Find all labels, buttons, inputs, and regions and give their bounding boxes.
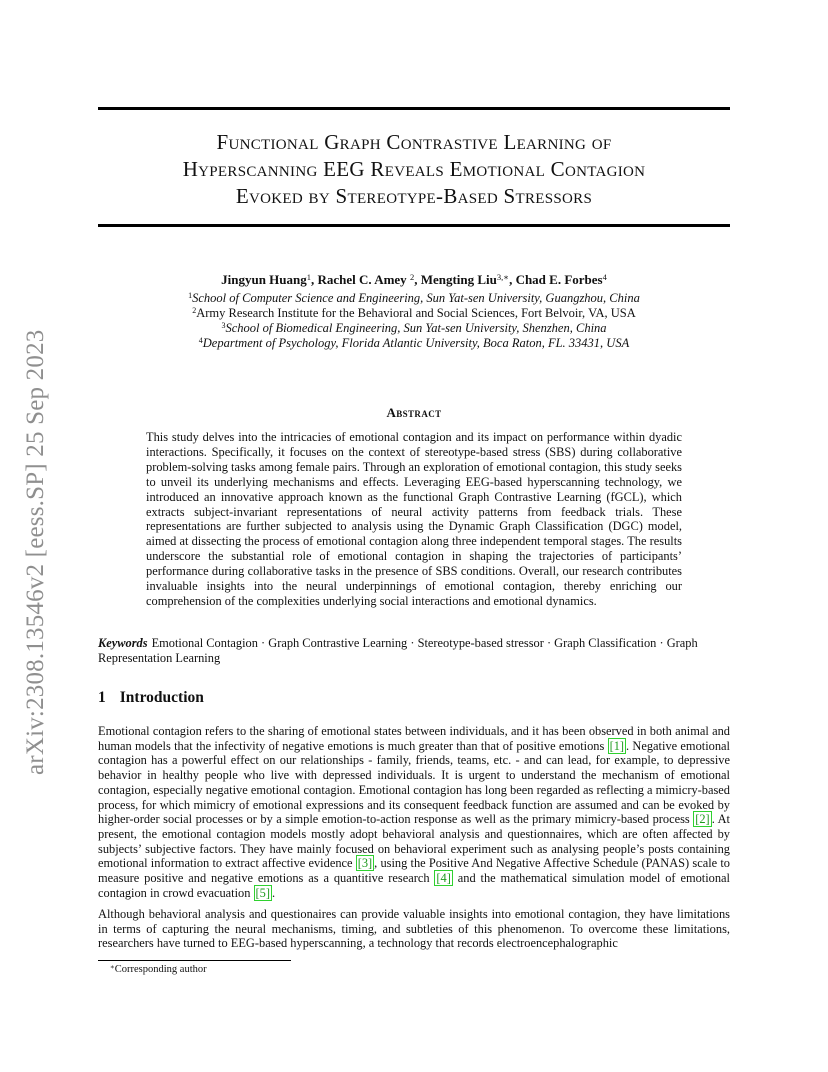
abstract-heading: Abstract (386, 405, 442, 420)
citation-link[interactable]: [3] (357, 856, 373, 871)
footnote-mark: ∗ (110, 963, 115, 971)
author-list (98, 272, 730, 288)
footnote (110, 964, 207, 975)
citation-link[interactable]: [5] (255, 885, 270, 900)
title-bottom-rule (98, 224, 730, 227)
affiliation-4 (98, 335, 730, 351)
author-separator: , (509, 272, 516, 287)
affiliation-mark: 3 (221, 321, 226, 330)
keywords-text: Emotional Contagion · Graph Contrastive Learning · Stereotype-based stressor · Graph Classification · Graph Representation Learning (98, 636, 698, 665)
author-mark: 4 (602, 272, 607, 282)
paragraph-text: . At present, the emotional contagion models mostly adopt behavioral analysis and questionnaires, which are often affected by subjects’ subjective factors. They have mainly focused on behavioral experiment such as analysing people’s posts containing emotional information to extract affective evidence (98, 812, 730, 871)
intro-paragraph-1 (98, 724, 730, 900)
paragraph-text: Emotional contagion refers to the sharing of emotional states between individuals, and it has been observed in both animal and human models that the infectivity of negative emotions is much greater than that of positive emotions (98, 724, 730, 753)
affiliation-mark: 4 (198, 336, 203, 345)
affiliation-text: School of Computer Science and Engineering, Sun Yat-sen University, Guangzhou, China (192, 291, 640, 305)
section-number: 1 (98, 689, 106, 706)
paragraph-text: . Negative emotional contagion has a powerful effect on our relationships - family, friends, teams, etc. - and can lead, for example, to depressive behavior in healthy people who live with depressed individuals. It is urgent to understand the mechanism of emotional contagion, especially negative emotional contagion. Emotional contagion has long been regarded as reflecting a mimicry-based process, for which mimicry of emotional expressions and its consequent feedback function are assumed and can be evoked by higher-order social processes or by a simple emotion-to-action response as well as the primary mimicry-based process (98, 738, 730, 827)
affiliation-mark: 2 (192, 306, 197, 315)
section-heading (98, 689, 204, 707)
footnote-rule (98, 960, 291, 961)
author-name: Mengting Liu (420, 272, 497, 287)
title-top-rule (98, 107, 730, 110)
arxiv-identifier: arXiv:2308.13546v2 [eess.SP] 25 Sep 2023 (22, 329, 49, 775)
paragraph-text: . (271, 885, 276, 900)
keywords-label: Keywords (98, 636, 148, 650)
affiliation-2 (98, 305, 730, 321)
affiliation-mark: 1 (188, 291, 193, 300)
citation-link[interactable]: [1] (609, 738, 625, 753)
author-name: Chad E. Forbes (515, 272, 603, 287)
paragraph-text: , using the Positive And Negative Affective Schedule (PANAS) scale to measure positive and negative emotions as a quantitive research (98, 856, 730, 886)
paper-title (98, 129, 730, 210)
paragraph-text: and the mathematical simulation model of emotional contagion in crowd evacuation (98, 871, 730, 900)
affiliation-text: School of Biomedical Engineering, Sun Yat-sen University, Shenzhen, China (225, 321, 607, 335)
author-separator: , (414, 272, 421, 287)
intro-paragraph-2: Although behavioral analysis and questionaires can provide valuable insights into emotional contagion, they have limitations in terms of capturing the neural mechanisms, timing, and subtleties of this phenomenon. To overcome these limitations, researchers have turned to EEG-based hyperscanning, a technology that records electroencephalographic (98, 907, 730, 951)
title-line-3: Evoked by Stereotype-Based Stressors (235, 184, 593, 208)
author-separator: , (311, 272, 318, 287)
affiliation-1 (98, 290, 730, 306)
author-name: Rachel C. Amey (317, 272, 407, 287)
abstract-text: This study delves into the intricacies of emotional contagion and its impact on performance within dyadic interactions. Specifically, it focuses on the context of stereotype-based stress (SBS) during collaborative problem-solving tasks among female pairs. Through an exploration of emotional contagion, this study seeks to unveil its underlying mechanisms and effects. Leveraging EEG-based hyperscanning technology, we introduced an innovative approach known as the functional Graph Contrastive Learning (fGCL), which extracts subject-invariant representations of neural activity patterns from feedback trials. These representations are further subjected to analysis using the Dynamic Graph Classification (DGC) model, aimed at dissecting the process of emotional contagion along three independent temporal stages. The results underscore the substantial role of emotional contagion in shaping the trajectories of participants’ performance during collaborative tasks in the presence of SBS conditions. Overall, our research contributes invaluable insights into the neural underpinnings of emotional contagion, thereby enriching our comprehension of the complexities underlying social interactions and emotional dynamics. (146, 430, 682, 608)
title-line-1: Functional Graph Contrastive Learning of (216, 130, 612, 154)
affiliation-text: Department of Psychology, Florida Atlantic University, Boca Raton, FL. 33431, USA (202, 336, 630, 350)
affiliation-3 (98, 320, 730, 336)
footnote-text: Corresponding author (114, 964, 207, 975)
title-line-2: Hyperscanning EEG Reveals Emotional Contagion (182, 157, 646, 181)
author-mark: 2 (409, 272, 415, 282)
section-title: Introduction (119, 689, 204, 706)
author-mark: 1 (306, 272, 311, 282)
affiliation-text: Army Research Institute for the Behavioral and Social Sciences, Fort Belvoir, VA, USA (196, 306, 636, 320)
author-name: Jingyun Huang (221, 272, 307, 287)
citation-link[interactable]: [4] (436, 871, 451, 886)
author-mark: 3,∗ (496, 272, 510, 282)
citation-link[interactable]: [2] (695, 812, 710, 827)
keywords (98, 636, 730, 666)
